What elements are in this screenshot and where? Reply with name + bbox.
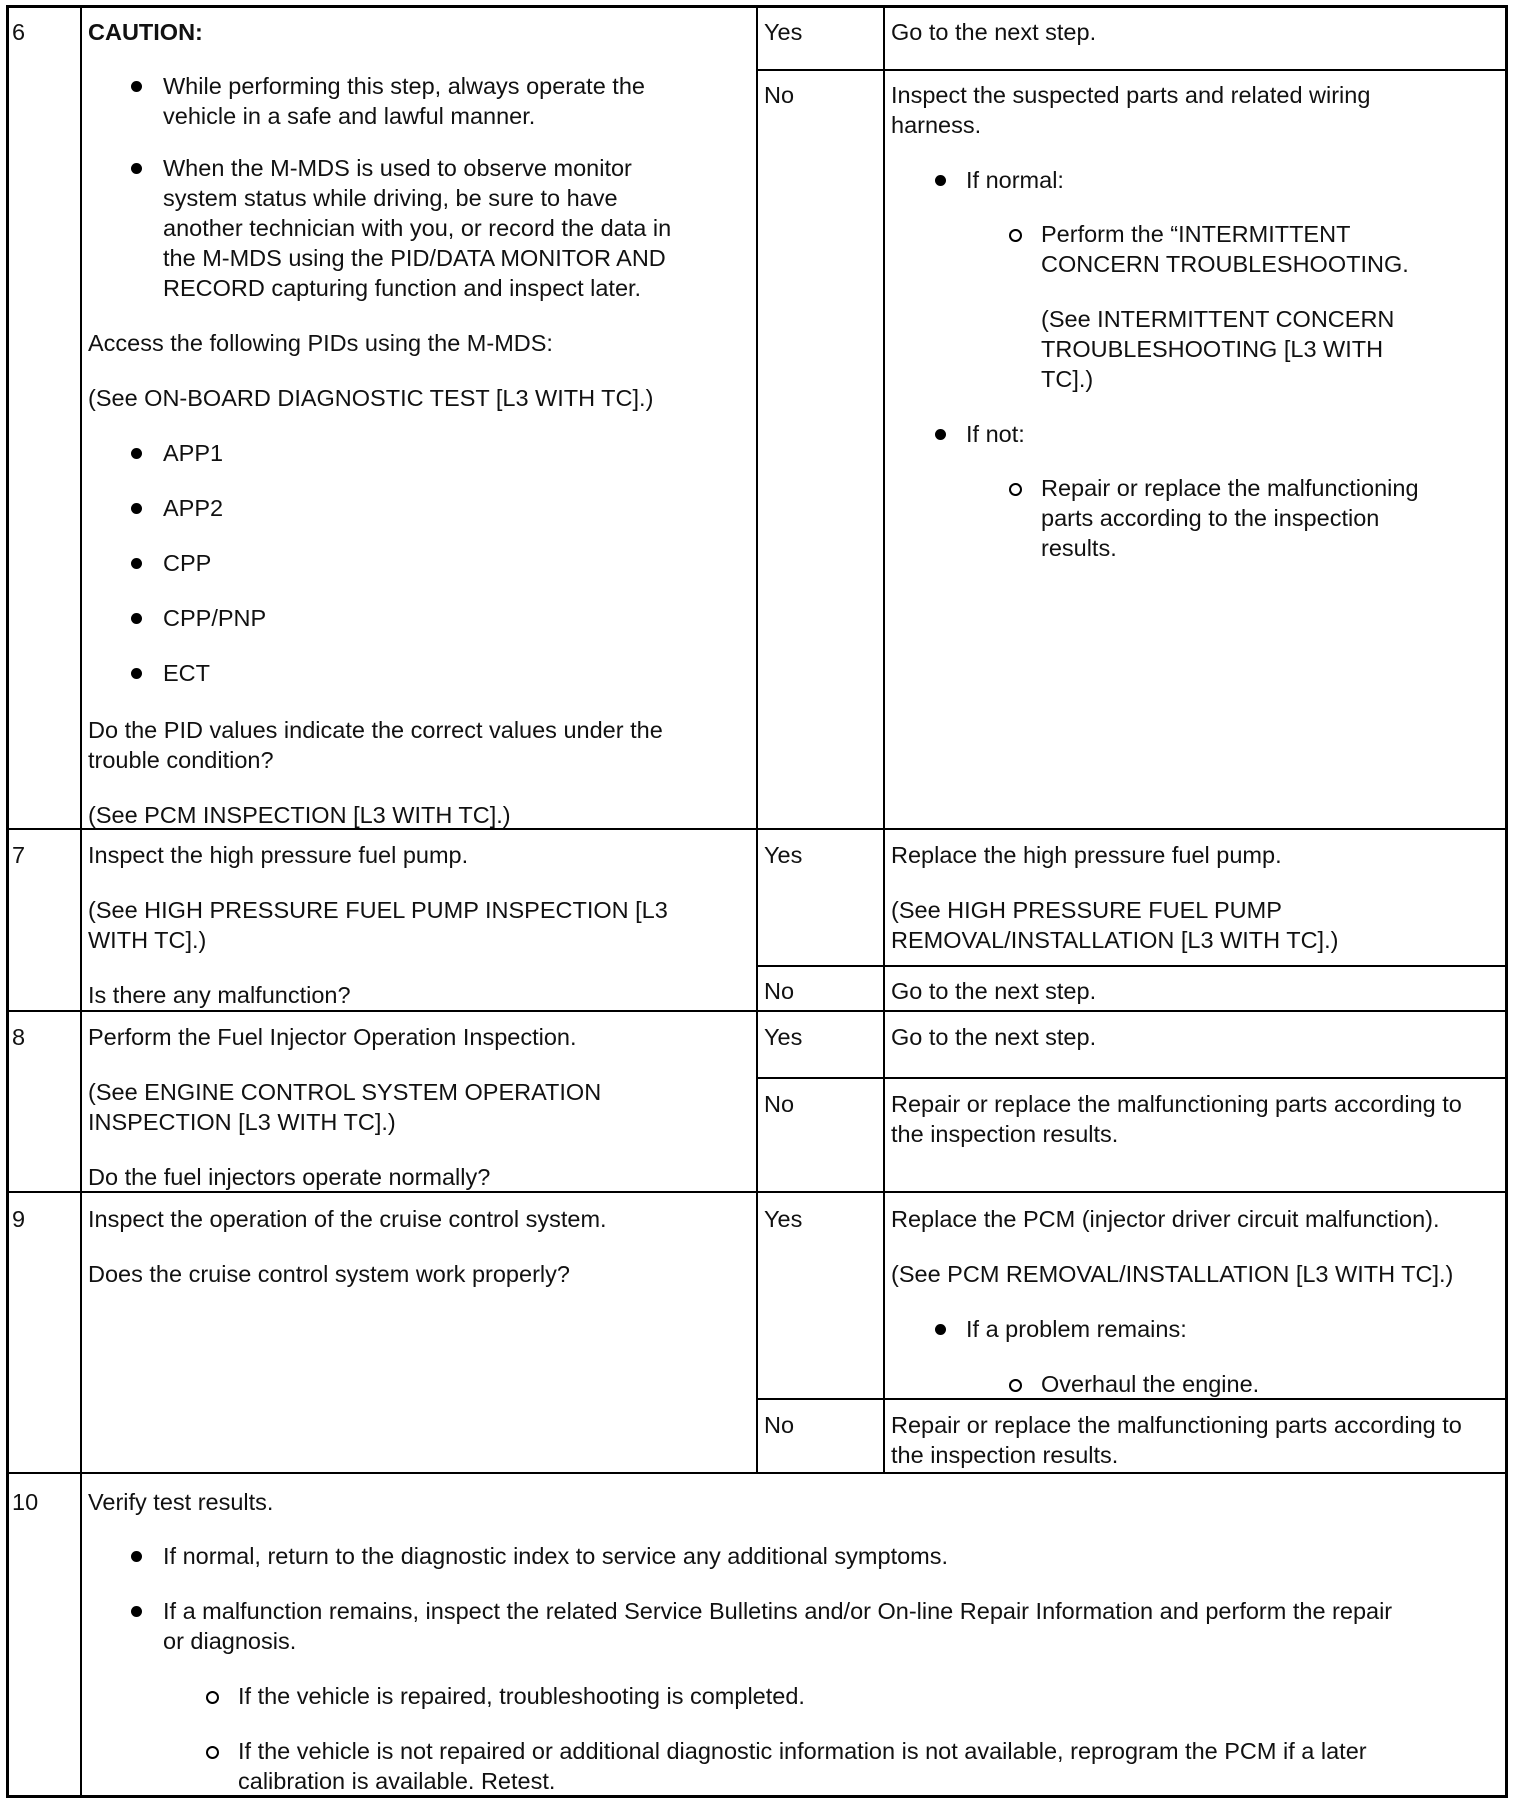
- no-label: No: [764, 978, 795, 1004]
- caution-text: another technician with you, or record the data in: [163, 215, 672, 241]
- bullet-icon: [935, 175, 946, 186]
- no-action: Repair or replace the malfunctioning parts according to: [891, 1091, 1462, 1117]
- step-number: 7: [12, 842, 26, 868]
- no-action: Repair or replace the malfunctioning parts according to: [891, 1412, 1462, 1438]
- yes-no-divider-7: [756, 965, 1508, 967]
- pid-item: CPP/PNP: [163, 605, 267, 631]
- bullet-icon: [131, 503, 142, 514]
- row-divider-7-8: [6, 1010, 1508, 1012]
- sub-bullet-icon: [206, 1746, 219, 1759]
- no-label: No: [764, 1412, 795, 1438]
- bullet-icon: [131, 668, 142, 679]
- no-action: the inspection results.: [891, 1442, 1119, 1468]
- pid-item: APP1: [163, 440, 224, 466]
- no-action: the inspection results.: [891, 1121, 1119, 1147]
- bullet-icon: [131, 81, 142, 92]
- sub-action: CONCERN TROUBLESHOOTING.: [1041, 251, 1409, 277]
- step-number: 6: [12, 19, 26, 45]
- sub-action: Repair or replace the malfunctioning: [1041, 475, 1419, 501]
- sub-action: results.: [1041, 535, 1117, 561]
- step-number: 9: [12, 1206, 26, 1232]
- result-text: If normal, return to the diagnostic index to service any additional symptoms.: [163, 1543, 949, 1569]
- sub-action: Overhaul the engine.: [1041, 1371, 1260, 1397]
- bullet-icon: [131, 558, 142, 569]
- bullet-icon: [131, 448, 142, 459]
- step-action: Perform the Fuel Injector Operation Inspection.: [88, 1024, 577, 1050]
- pid-item: ECT: [163, 660, 210, 686]
- yes-label: Yes: [764, 842, 803, 868]
- reference-link[interactable]: TC].): [1041, 366, 1094, 392]
- column-divider-2: [756, 5, 758, 1474]
- table-border-left: [6, 5, 9, 1798]
- no-action: harness.: [891, 112, 982, 138]
- step-action: Inspect the high pressure fuel pump.: [88, 842, 469, 868]
- row-divider-9-10: [6, 1472, 1508, 1474]
- reference-link[interactable]: (See PCM REMOVAL/INSTALLATION [L3 WITH TC].): [891, 1261, 1454, 1287]
- result-text: or diagnosis.: [163, 1628, 297, 1654]
- reference-link[interactable]: TROUBLESHOOTING [L3 WITH: [1041, 336, 1384, 362]
- no-action: Inspect the suspected parts and related wiring: [891, 82, 1371, 108]
- reference-link[interactable]: (See HIGH PRESSURE FUEL PUMP: [891, 897, 1282, 923]
- reference-link[interactable]: (See ON-BOARD DIAGNOSTIC TEST [L3 WITH TC].): [88, 385, 654, 411]
- bullet-icon: [131, 1551, 142, 1562]
- pid-item: APP2: [163, 495, 224, 521]
- question-text: Does the cruise control system work properly?: [88, 1261, 570, 1287]
- reference-link[interactable]: (See HIGH PRESSURE FUEL PUMP INSPECTION [L3: [88, 897, 668, 923]
- question-text: Do the fuel injectors operate normally?: [88, 1164, 491, 1190]
- reference-link[interactable]: (See PCM INSPECTION [L3 WITH TC].): [88, 802, 511, 828]
- table-border-bottom: [6, 1795, 1508, 1798]
- reference-link[interactable]: INSPECTION [L3 WITH TC].): [88, 1109, 396, 1135]
- column-divider-3: [883, 5, 885, 1474]
- sub-bullet-icon: [1009, 1379, 1022, 1392]
- caution-text: vehicle in a safe and lawful manner.: [163, 103, 536, 129]
- sub-action: parts according to the inspection: [1041, 505, 1380, 531]
- bullet-icon: [131, 163, 142, 174]
- bullet-icon: [935, 1324, 946, 1335]
- yes-label: Yes: [764, 19, 803, 45]
- condition-label: If not:: [966, 421, 1025, 447]
- sub-action: Perform the “INTERMITTENT: [1041, 221, 1351, 247]
- bullet-icon: [935, 429, 946, 440]
- caution-text: RECORD capturing function and inspect later.: [163, 275, 642, 301]
- result-text: If a malfunction remains, inspect the related Service Bulletins and/or On-line Repair Information and perform the repair: [163, 1598, 1393, 1624]
- result-subtext: calibration is available. Retest.: [238, 1768, 556, 1794]
- question-text: trouble condition?: [88, 747, 274, 773]
- no-action: Go to the next step.: [891, 978, 1097, 1004]
- sub-bullet-icon: [1009, 229, 1022, 242]
- step-number: 8: [12, 1024, 26, 1050]
- question-text: Is there any malfunction?: [88, 982, 351, 1008]
- yes-no-divider-8: [756, 1077, 1508, 1079]
- yes-label: Yes: [764, 1024, 803, 1050]
- reference-link[interactable]: WITH TC].): [88, 927, 207, 953]
- column-divider-1: [80, 5, 82, 1798]
- result-subtext: If the vehicle is not repaired or additional diagnostic information is not available, reprogram the PCM if a later: [238, 1738, 1367, 1764]
- pid-item: CPP: [163, 550, 212, 576]
- step-number: 10: [12, 1489, 39, 1515]
- step-action: Verify test results.: [88, 1489, 274, 1515]
- condition-label: If a problem remains:: [966, 1316, 1187, 1342]
- condition-label: If normal:: [966, 167, 1064, 193]
- caution-text: When the M-MDS is used to observe monitor: [163, 155, 632, 181]
- yes-action: Go to the next step.: [891, 19, 1097, 45]
- caution-text: system status while driving, be sure to have: [163, 185, 618, 211]
- caution-title: CAUTION:: [88, 19, 203, 45]
- yes-action: Go to the next step.: [891, 1024, 1097, 1050]
- no-label: No: [764, 82, 795, 108]
- troubleshooting-table: [6, 5, 1508, 1798]
- sub-bullet-icon: [206, 1691, 219, 1704]
- no-label: No: [764, 1091, 795, 1117]
- question-text: Do the PID values indicate the correct values under the: [88, 717, 663, 743]
- result-subtext: If the vehicle is repaired, troubleshooting is completed.: [238, 1683, 805, 1709]
- yes-label: Yes: [764, 1206, 803, 1232]
- yes-action: Replace the high pressure fuel pump.: [891, 842, 1282, 868]
- caution-text: While performing this step, always operate the: [163, 73, 645, 99]
- step-action: Inspect the operation of the cruise control system.: [88, 1206, 607, 1232]
- reference-link[interactable]: (See ENGINE CONTROL SYSTEM OPERATION: [88, 1079, 602, 1105]
- caution-text: the M-MDS using the PID/DATA MONITOR AND: [163, 245, 666, 271]
- sub-bullet-icon: [1009, 483, 1022, 496]
- reference-link[interactable]: (See INTERMITTENT CONCERN: [1041, 306, 1395, 332]
- table-border-right: [1505, 5, 1508, 1798]
- access-text: Access the following PIDs using the M-MDS:: [88, 330, 553, 356]
- yes-action: Replace the PCM (injector driver circuit malfunction).: [891, 1206, 1440, 1232]
- yes-no-divider-6: [756, 69, 1508, 71]
- bullet-icon: [131, 613, 142, 624]
- bullet-icon: [131, 1606, 142, 1617]
- reference-link[interactable]: REMOVAL/INSTALLATION [L3 WITH TC].): [891, 927, 1339, 953]
